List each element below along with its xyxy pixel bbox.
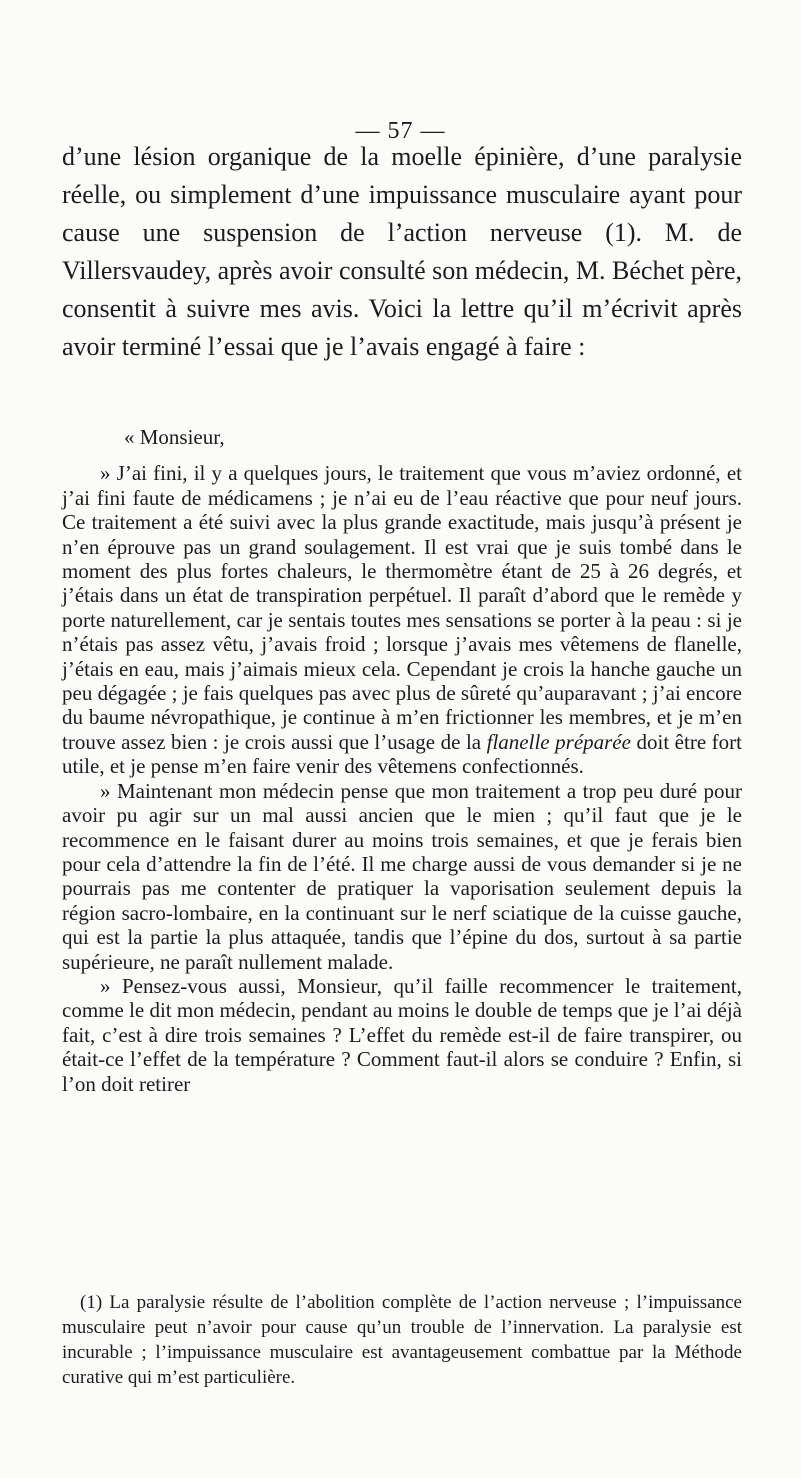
letter-paragraph-1-text-end: doit être fort utile, et je pense m’en faire venir des vêtemens confectionnés. <box>62 729 742 779</box>
page-number: — 57 — <box>355 118 446 144</box>
letter-paragraph-3: » Pensez-vous aussi, Monsieur, qu’il faille recommencer le traitement, comme le dit mon médecin, pendant au moins le double de temps que je l’ai déjà fait, c’est à dire trois semaines ? L’effet du remède est-il de faire transpirer, ou était-ce l’effet de la température ? Comment faut-il alors se conduire ? Enfin, si l’on doit retirer <box>62 973 742 1096</box>
footnote: (1) La paralysie résulte de l’abolition complète de l’action nerveuse ; l’impuissance musculaire peut n’avoir pour cause qu’un trouble de l’innervation. La paralysie est incurable ; l’impuissance musculaire est avantageusement combattue par la Méthode curative qui m’est particulière. <box>62 1292 742 1388</box>
letter-paragraph-1-text-start: » J’ai fini, il y a quelques jours, le traitement que vous m’aviez ordonné, et j’ai fini faute de médicamens ; je n’ai eu de l’eau réactive que pour neuf jours. Ce traitement a été suivi avec la plus grande exactitude, mais jusqu’à présent je n’en éprouve pas un grand soulagement. Il est vrai que je suis tombé dans le moment des plus fortes chaleurs, le thermomètre étant de 25 à 26 degrés, et j’étais dans un état de transpiration perpétuel. Il paraît d’abord que le remède y porte naturellement, car je sentais toutes mes sensations se porter à la peau : si je n’étais pas assez vêtu, j’avais froid ; lorsque j’avais mes vêtemens de flanelle, j’étais en eau, mais j’aimais mieux cela. Cependant je crois la hanche gauche un peu dégagée ; je fais quelques pas avec plus de sûreté qu’auparavant ; j’ai encore du baume névropathique, je continue à m’en frictionner les membres, et je m’en trouve assez bien : je crois aussi que l’usage de la <box>62 461 742 754</box>
quoted-letter <box>62 425 742 1096</box>
letter-salutation: « Monsieur, <box>124 425 225 449</box>
letter-paragraph-1 <box>62 461 742 778</box>
letter-paragraph-2: » Maintenant mon médecin pense que mon traitement a trop peu duré pour avoir pu agir sur un mal aussi ancien que le mien ; qu’il faut que je le recommence en le faisant durer au moins trois semaines, et que je ferais bien pour cela d’attendre la fin de l’été. Il me charge aussi de vous demander si je ne pourrais pas me contenter de pratiquer la vaporisation seulement depuis la région sacro-lombaire, en la continuant sur le nerf sciatique de la cuisse gauche, qui est la partie la plus attaquée, tandis que l’épine du dos, surtout à sa partie supérieure, ne paraît nullement malade. <box>62 778 742 974</box>
intro-paragraph: d’une lésion organique de la moelle épinière, d’une paralysie réelle, ou simplement d’une impuissance musculaire ayant pour cause une suspension de l’action nerveuse (1). M. de Villersvaudey, après avoir consulté son médecin, M. Béchet père, consentit à suivre mes avis. Voici la lettre qu’il m’écrivit après avoir terminé l’essai que je l’avais engagé à faire : <box>62 142 742 361</box>
letter-emphasis: flanelle préparée <box>486 729 631 754</box>
